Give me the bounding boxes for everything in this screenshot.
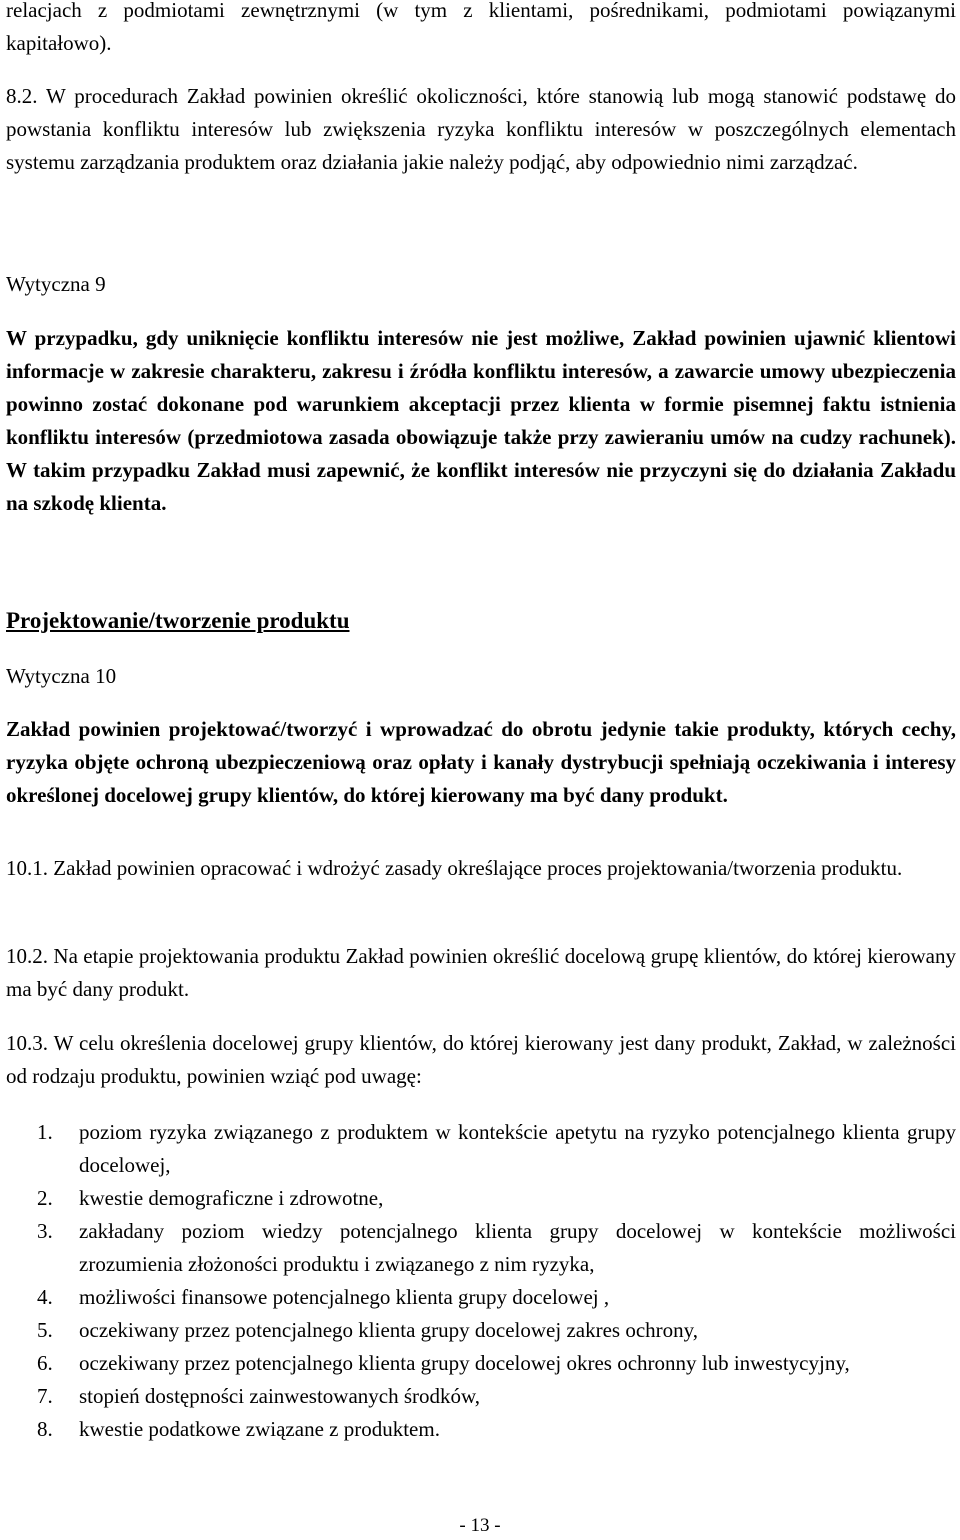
guideline-9-text: W przypadku, gdy uniknięcie konfliktu interesów nie jest możliwe, Zakład powinien ujawnić klientowi informacje w zakresie charakteru, zakresu i źródła konfliktu interesów, a zawarcie umowy ubezpieczenia powinno zostać dokonane pod warunkiem akceptacji przez klienta w formie pisemnej faktu istnienia konfliktu interesów (przedmiotowa zasada obowiązuje także przy zawieraniu umów na cudzy rachunek). W takim przypadku Zakład musi zapewnić, że konflikt interesów nie przyczyni się do działania Zakładu na szkodę klienta. xyxy=(6,326,956,515)
list-item: 5. oczekiwany przez potencjalnego klienta grupy docelowej zakres ochrony, xyxy=(37,1318,699,1342)
paragraph-8-2: 8.2. W procedurach Zakład powinien określić okoliczności, które stanowią lub mogą stanowić podstawę do powstania konfliktu interesów lub zwiększenia ryzyka konfliktu interesów w poszczególnych elementach systemu zarządzania produktem oraz działania jakie należy podjąć, aby odpowiednio nimi zarządzać. xyxy=(6,84,956,174)
list-item: 3. zakładany poziom wiedzy potencjalnego klienta grupy docelowej w kontekście możliwości zrozumienia złożoności produktu i związanego z nim ryzyka, xyxy=(37,1219,956,1276)
paragraph-continuation: relacjach z podmiotami zewnętrznymi (w tym z klientami, pośrednikami, podmiotami powiązanymi kapitałowo). xyxy=(6,0,956,55)
considerations-list xyxy=(6,1116,956,1446)
guideline-10-text: Zakład powinien projektować/tworzyć i wprowadzać do obrotu jedynie takie produkty, których cechy, ryzyka objęte ochroną ubezpieczeniową oraz opłaty i kanały dystrybucji spełniają oczekiwania i interesy określonej docelowej grupy klientów, do której kierowany ma być dany produkt. xyxy=(6,717,956,807)
list-item: 4. możliwości finansowe potencjalnego klienta grupy docelowej , xyxy=(37,1285,610,1309)
guideline-10-title: Wytyczna 10 xyxy=(6,664,117,688)
guideline-9-title: Wytyczna 9 xyxy=(6,272,106,296)
list-item: 2. kwestie demograficzne i zdrowotne, xyxy=(37,1186,384,1210)
paragraph-10-2: 10.2. Na etapie projektowania produktu Zakład powinien określić docelową grupę klientów, do której kierowany ma być dany produkt. xyxy=(6,944,956,1001)
list-item: 8. kwestie podatkowe związane z produktem. xyxy=(37,1417,440,1441)
section-heading: Projektowanie/tworzenie produktu xyxy=(6,608,350,633)
list-item: 7. stopień dostępności zainwestowanych środków, xyxy=(37,1384,481,1408)
paragraph-10-3: 10.3. W celu określenia docelowej grupy klientów, do której kierowany jest dany produkt, Zakład, w zależności od rodzaju produktu, powinien wziąć pod uwagę: xyxy=(6,1031,956,1088)
list-item: 1. poziom ryzyka związanego z produktem w kontekście apetytu na ryzyko potencjalnego klienta grupy docelowej, xyxy=(37,1120,956,1177)
paragraph-10-1: 10.1. Zakład powinien opracować i wdrożyć zasady określające proces projektowania/tworzenia produktu. xyxy=(6,856,903,880)
list-item: 6. oczekiwany przez potencjalnego klienta grupy docelowej okres ochronny lub inwestycyjny, xyxy=(37,1351,850,1375)
page-number: - 13 - xyxy=(459,1515,501,1536)
